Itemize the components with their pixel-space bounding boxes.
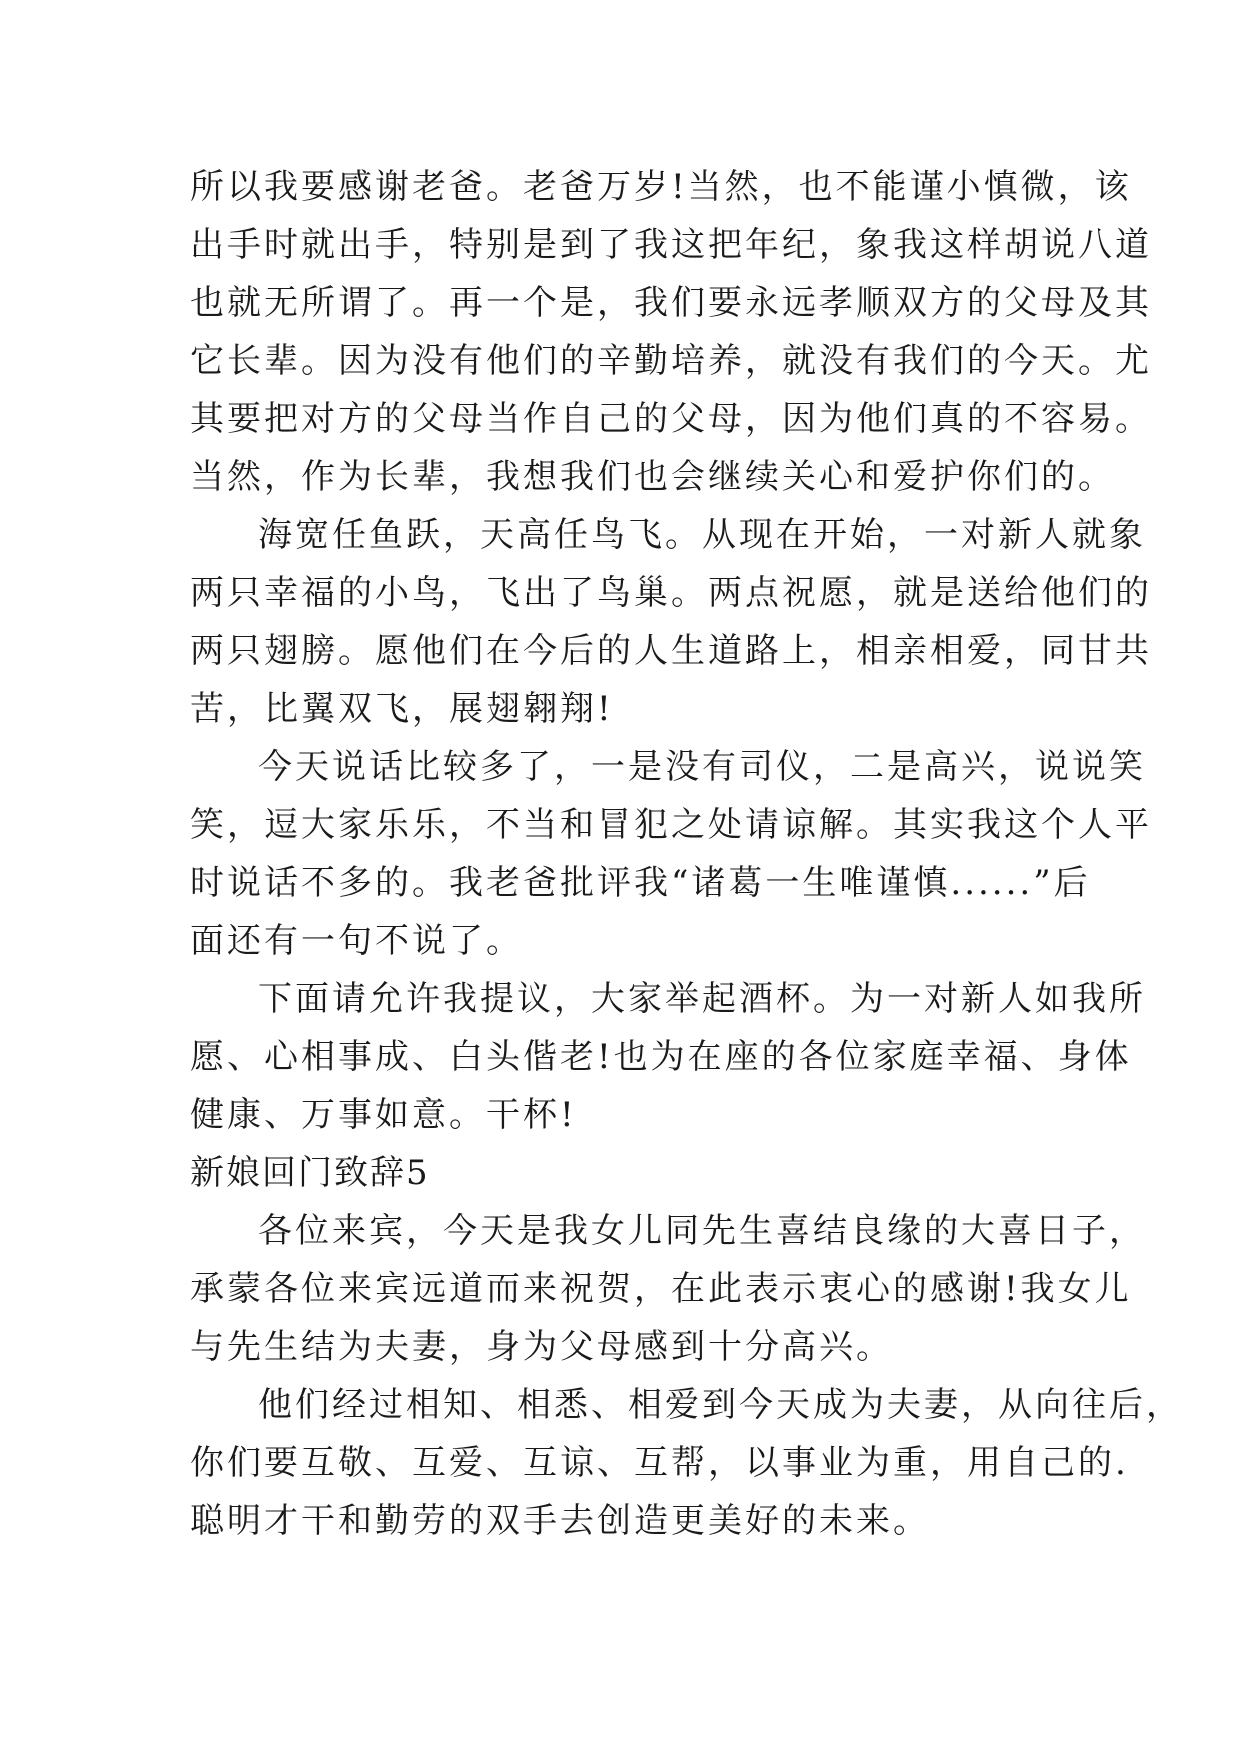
paragraph-line: 面还有一句不说了。 (190, 921, 523, 961)
paragraph-line: 所以我要感谢老爸。老爸万岁!当然，也不能谨小慎微，该 (190, 167, 1132, 207)
document-body (190, 158, 1183, 1550)
paragraph-line: 两只幸福的小鸟，飞出了鸟巢。两点祝愿，就是送给他们的 (190, 573, 1152, 613)
paragraph-line: 今天说话比较多了，一是没有司仪，二是高兴，说说笑 (258, 747, 1146, 787)
paragraph-line: 聪明才干和勤劳的双手去创造更美好的未来。 (190, 1501, 930, 1541)
paragraph-line: 海宽任鱼跃，天高任鸟飞。从现在开始，一对新人就象 (258, 515, 1146, 555)
paragraph-line: 它长辈。因为没有他们的辛勤培养，就没有我们的今天。尤 (190, 341, 1152, 381)
paragraph-line: 你们要互敬、互爱、互谅、互帮，以事业为重，用自己的. (190, 1443, 1129, 1483)
paragraph-line: 下面请允许我提议，大家举起酒杯。为一对新人如我所 (258, 979, 1146, 1019)
paragraph-line: 出手时就出手，特别是到了我这把年纪，象我这样胡说八道 (190, 225, 1152, 265)
paragraph-line: 与先生结为夫妻，身为父母感到十分高兴。 (190, 1327, 893, 1367)
paragraph-line: 其要把对方的父母当作自己的父母，因为他们真的不容易。 (190, 399, 1152, 439)
paragraph-line: 愿、心相事成、白头偕老!也为在座的各位家庭幸福、身体 (190, 1037, 1132, 1077)
paragraph-line: 也就无所谓了。再一个是，我们要永远孝顺双方的父母及其 (190, 283, 1152, 323)
paragraph-line: 健康、万事如意。干杯! (190, 1095, 577, 1135)
paragraph-line: 当然，作为长辈，我想我们也会继续关心和爱护你们的。 (190, 457, 1115, 497)
paragraph-line: 他们经过相知、相悉、相爱到今天成为夫妻，从向往后， (258, 1385, 1183, 1425)
paragraph-line: 两只翅膀。愿他们在今后的人生道路上，相亲相爱，同甘共 (190, 631, 1152, 671)
paragraph-line: 各位来宾，今天是我女儿同先生喜结良缘的大喜日子， (258, 1211, 1146, 1251)
paragraph-line: 时说话不多的。我老爸批评我“诸葛一生唯谨慎......”后 (190, 863, 1091, 903)
section-heading: 新娘回门致辞5 (190, 1153, 430, 1193)
paragraph-line: 笑，逗大家乐乐，不当和冒犯之处请谅解。其实我这个人平 (190, 805, 1152, 845)
paragraph-line: 苦，比翼双飞，展翅翱翔! (190, 689, 614, 729)
paragraph-line: 承蒙各位来宾远道而来祝贺，在此表示衷心的感谢!我女儿 (190, 1269, 1132, 1309)
